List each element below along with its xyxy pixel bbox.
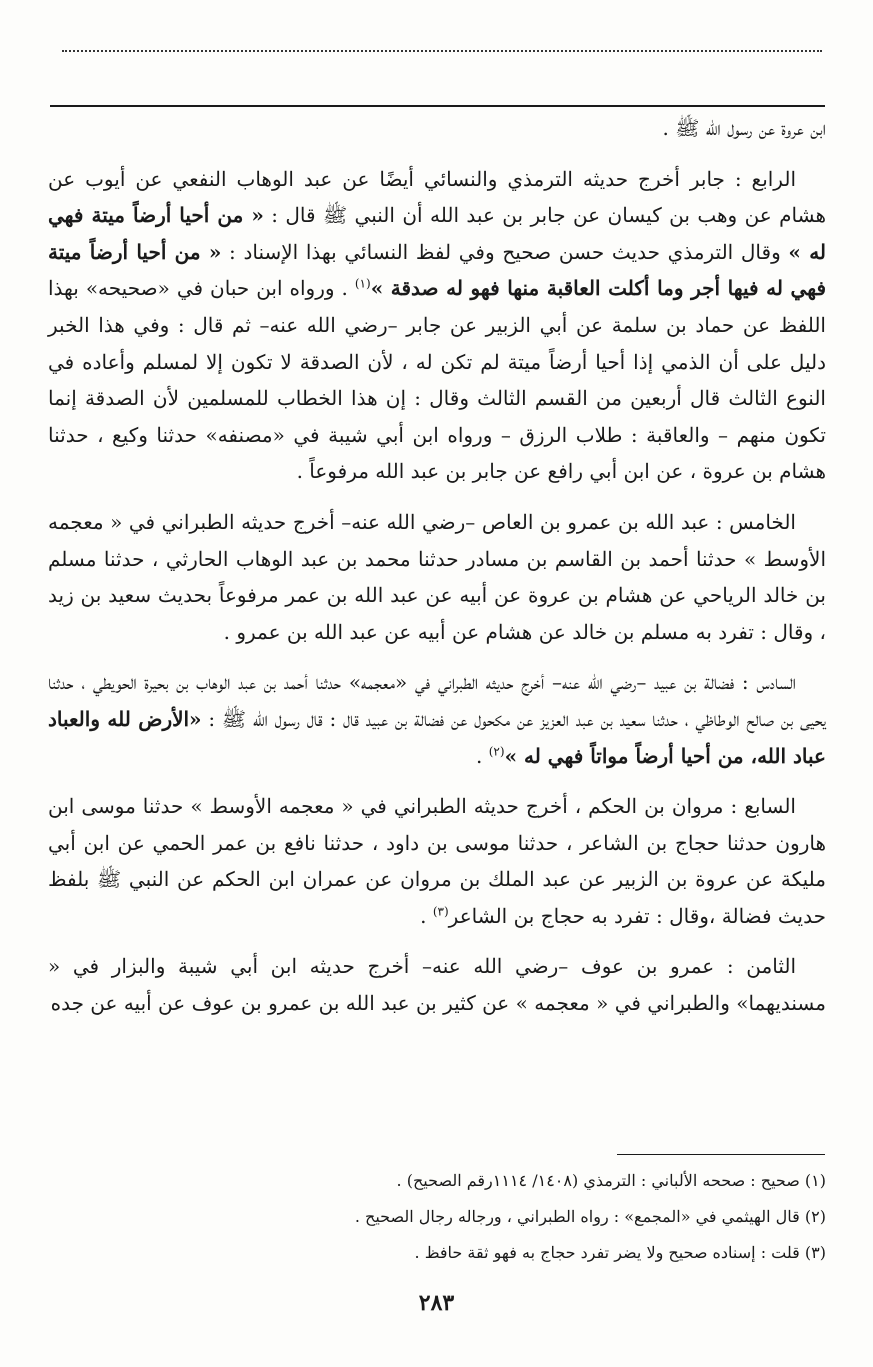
- text-segment: . ورواه ابن حبان في «صحيحه» بهذا اللفظ عن حماد بن سلمة عن أبي الزبير عن جابر –رضي الله عنه– ثم قال : وفي هذا الخبر دليل على أن الذمي إذا أحيا أرضاً ميتة لم تكن له ، لأن الصدقة لا تكون إلا لمسلم وأعاده في النوع الثالث قال أربعين من القسم الثالث وقال : إن هذا الخطاب للمسلمين لأن الصدقة إنما تكون منهم – والعاقبة : طلاب الرزق – ورواه ابن أبي شيبة في «مصنفه» حدثنا وكيع ، حدثنا هشام بن عروة ، عن ابن أبي رافع عن جابر بن عبد الله مرفوعاً .: [48, 276, 826, 484]
- text-segment: .: [476, 743, 489, 768]
- paragraph: [48, 504, 826, 650]
- hadith-quote: «الأرض لله والعباد عباد الله، من أحيا أرضاً مواتاً فهي له »: [48, 706, 826, 768]
- footnote-ref: (٣): [432, 904, 449, 919]
- footnote-3: (٣) قلت : إسناده صحيح ولا يضر تفرد حجاج به فهو ثقة حافظ .: [414, 1243, 826, 1262]
- main-text: [48, 110, 826, 1036]
- text-segment: الرابع : جابر أخرج حديثه الترمذي والنسائي أيضًا عن عبد الوهاب النفعي عن أيوب عن هشام عن وهب بن كيسان عن جابر بن عبد الله أن النبي ﷺ قال :: [48, 166, 827, 228]
- hadith-quote: « من أحيا أرضاً ميتة فهي له »: [48, 203, 827, 264]
- paragraph: [48, 948, 826, 1021]
- text-segment: السابع : مروان بن الحكم ، أخرج حديثه الطبراني في « معجمه الأوسط » حدثنا موسى ابن هارون حدثنا حجاج بن الشاعر ، حدثنا موسى بن داود ، حدثنا نافع بن عمر الحمي عن ابن أبي مليكة عن عروة بن الزبير عن عبد الملك بن مروان عن عمران ابن الحكم عن النبي ﷺ بلفظ حديث فضالة ،وقال : تفرد به حجاج بن الشاعر: [48, 794, 826, 928]
- paragraph: [48, 110, 826, 147]
- header-rule: [50, 105, 825, 107]
- text-segment: السادس : فضالة بن عبيد –رضي الله عنه– أخرج حديثه الطبراني في «معجمه» حدثنا أحمد بن عبد الوهاب بن بحيرة الحويطي ، حدثنا يحيى بن صالح الوطاظي ، حدثنا سعيد بن عبد العزيز عن مكحول عن فضالة بن عبيد قال : قال رسول الله ﷺ :: [48, 670, 826, 731]
- text-segment: ابن عروة عن رسول الله ﷺ .: [662, 116, 826, 140]
- footnote-separator: [617, 1154, 825, 1155]
- text-segment: الخامس : عبد الله بن عمرو بن العاص –رضي الله عنه– أخرج حديثه الطبراني في « معجمه الأوسط » حدثنا أحمد بن القاسم بن مسادر حدثنا محمد بن عبد الوهاب الحارثي ، حدثنا مسلم بن خالد الرياحي عن هشام بن عروة عن أبيه عن عبد الله بن عمر مرفوعاً بحديث سعيد بن زيد ، وقال : تفرد به مسلم بن خالد عن هشام عن أبيه عن عبد الله بن عمرو .: [48, 509, 826, 644]
- paragraph: [48, 788, 826, 934]
- footnote-ref: (٢): [488, 743, 505, 758]
- header-dotted-line: [62, 50, 822, 52]
- paragraph: [48, 664, 826, 774]
- page-number: ٢٨٣: [418, 1290, 455, 1316]
- text-segment: .: [420, 903, 433, 928]
- text-segment: وقال الترمذي حديث حسن صحيح وفي لفظ النسائي بهذا الإسناد :: [221, 239, 789, 264]
- text-segment: الثامن : عمرو بن عوف –رضي الله عنه– أخرج حديثه ابن أبي شيبة والبزار في « مسنديهما» والطبراني في « معجمه » عن كثير بن عبد الله بن عمرو بن عوف عن أبيه عن جده: [48, 954, 826, 1016]
- paragraph: [48, 161, 826, 490]
- footnote-1: (١) صحيح : صححه الألباني : الترمذي (١٤٠٨/ ١١١٤رقم الصحيح) .: [396, 1171, 826, 1190]
- footnote-ref: (١): [354, 276, 371, 291]
- footnotes: [48, 1163, 826, 1271]
- hadith-quote: « من أحيا أرضاً ميتة فهي له فيها أجر وما أكلت العاقبة منها فهو له صدقة »: [48, 239, 827, 301]
- footnote-2: (٢) قال الهيثمي في «المجمع» : رواه الطبراني ، ورجاله رجال الصحيح .: [354, 1207, 826, 1226]
